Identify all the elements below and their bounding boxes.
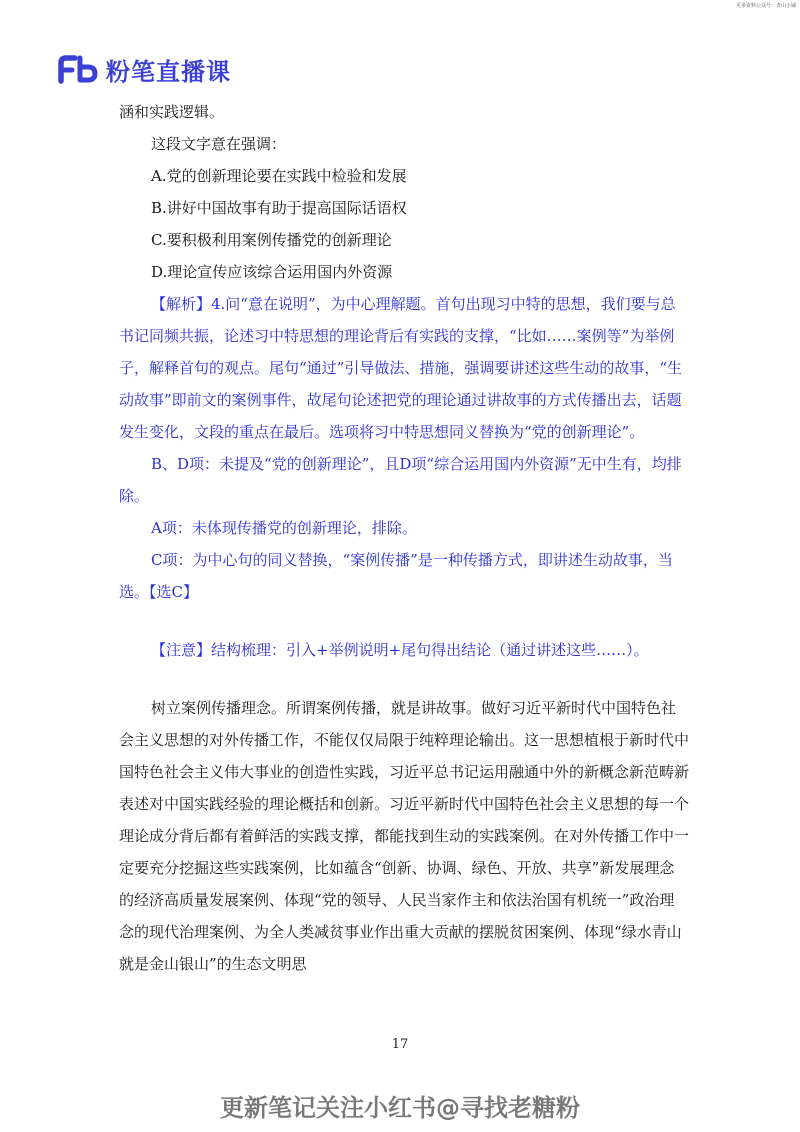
analysis-a: A项：未体现传播党的创新理论，排除。	[151, 519, 417, 537]
analysis-main: 【解析】4.问“意在说明”，为中心理解题。首句出现习中特的思想，我们要与总书记同频共振，论述习中特思想的理论背后有实践的支撑，“比如……案例等”为举例子，解释首句的观点。尾句“通过”引导做法、措施，强调要讲述这些生动的故事，“生动故事”即前文的案例事件，故尾句论述把党的理论通过讲故事的方式传播出去，话题发生变化，文段的重点在最后。选项将习中特思想同义替换为“党的创新理论”。	[119, 295, 683, 441]
spacer	[119, 608, 689, 634]
passage-text: 树立案例传播理念。所谓案例传播，就是讲故事。做好习近平新时代中国特色社会主义思想的对外传播工作，不能仅仅局限于纯粹理论输出。这一思想植根于新时代中国特色社会主义伟大事业的创造性实践，习近平总书记运用融通中外的新概念新范畴新表述对中国实践经验的理论概括和创新。习近平新时代中国特色社会主义思想的每一个理论成分背后都有着鲜活的实践支撑，都能找到生动的实践案例。在对外传播工作中一定要充分挖掘这些实践案例，比如蕴含“创新、协调、绿色、开放、共享”新发展理念的经济高质量发展案例、体现“党的领导、人民当家作主和依法治国有机统一”政治理念的现代治理案例、为全人类减贫事业作出重大贡献的摆脱贫困案例、体现“绿水青山就是金山银山”的生态文明思	[119, 699, 690, 973]
page-number: 17	[391, 1037, 409, 1052]
question-continuation: 涵和实践逻辑。	[119, 103, 225, 121]
footer-watermark: 更新笔记关注小红书@寻找老糖粉	[220, 1094, 580, 1122]
fenbi-logo-icon	[58, 54, 98, 84]
option-a: A.党的创新理论要在实践中检验和发展	[151, 167, 407, 185]
spacer	[119, 666, 689, 692]
brand-header	[58, 52, 231, 86]
brand-name: 粉笔直播课	[106, 57, 231, 86]
option-b: B.讲好中国故事有助于提高国际话语权	[151, 199, 407, 217]
option-c: C.要积极利用案例传播党的创新理论	[151, 231, 392, 249]
question-stem: 这段文字意在强调：	[151, 135, 287, 153]
corner-note: 更多资料公众号：青山小铺	[735, 3, 796, 9]
option-d: D.理论宣传应该综合运用国内外资源	[151, 263, 393, 281]
analysis-c: C项：为中心句的同义替换，“案例传播”是一种传播方式，即讲述生动故事，当选。【选C】	[119, 551, 673, 601]
document-body	[119, 96, 689, 980]
analysis-note: 【注意】结构梳理：引入+举例说明+尾句得出结论（通过讲述这些……）。	[151, 641, 649, 659]
analysis-bd: B、D项：未提及“党的创新理论”，且D项“综合运用国内外资源”无中生有，均排除。	[119, 455, 682, 505]
